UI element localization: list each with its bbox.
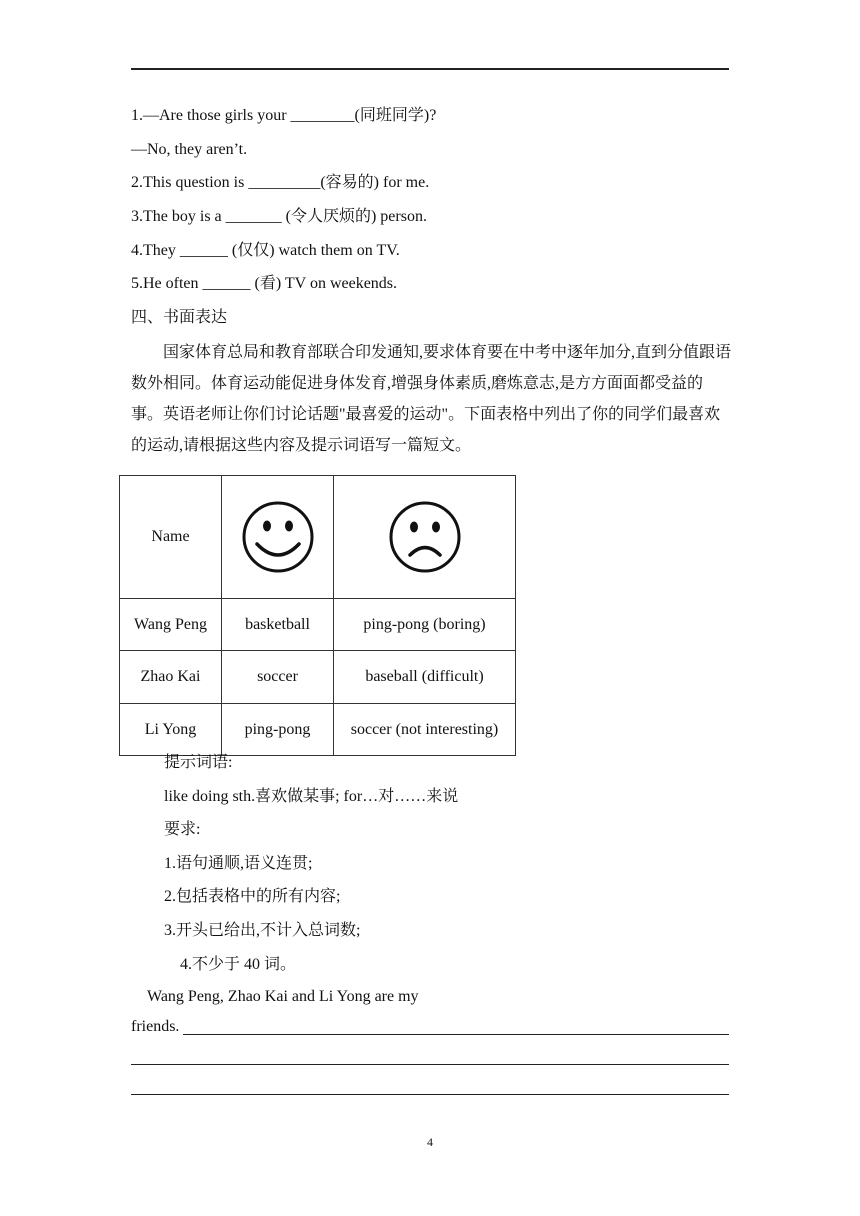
row-dislike: baseball (difficult) — [334, 651, 516, 704]
row-dislike: ping-pong (boring) — [334, 599, 516, 651]
requirement-item: 1.语句通顺,语义连贯; — [164, 855, 313, 872]
requirements-label: 要求: — [164, 821, 201, 838]
writing-prompt — [131, 337, 731, 461]
answer-line[interactable] — [131, 1064, 729, 1065]
row-like: basketball — [222, 599, 334, 651]
row-dislike: soccer (not interesting) — [334, 704, 516, 756]
section-title: 四、书面表达 — [131, 309, 228, 326]
writing-prompt-text: 国家体育总局和教育部联合印发通知,要求体育要在中考中逐年加分,直到分值跟语数外相同。体育运动能促进身体发育,增强身体素质,磨炼意志,是方方面面都受益的事。英语老师让你们讨论话题"最喜爱的运动"。下面表格中列出了你的同学们最喜欢的运动,请根据这些内容及提示词语写一篇短文。 — [131, 344, 732, 454]
row-name: Zhao Kai — [120, 651, 222, 704]
row-name: Wang Peng — [120, 599, 222, 651]
row-like: soccer — [222, 651, 334, 704]
hints-label: 提示词语: — [164, 754, 233, 771]
header-like — [222, 476, 334, 599]
exercise-item-1-answer: —No, they aren’t. — [131, 141, 248, 158]
row-like: ping-pong — [222, 704, 334, 756]
answer-line[interactable] — [183, 1034, 729, 1035]
exercise-item-5: 5.He often ______ (看) TV on weekends. — [131, 275, 398, 292]
answer-line[interactable] — [131, 1094, 729, 1095]
header-name: Name — [120, 476, 222, 599]
header-dislike — [334, 476, 516, 599]
header-rule — [131, 68, 729, 70]
requirement-item: 2.包括表格中的所有内容; — [164, 888, 341, 905]
frown-face-icon — [388, 500, 462, 574]
table-row — [120, 651, 516, 704]
exercise-item-2: 2.This question is _________(容易的) for me. — [131, 174, 430, 191]
answer-start-line1: Wang Peng, Zhao Kai and Li Yong are my — [147, 988, 419, 1005]
sports-table — [119, 475, 516, 756]
smiley-face-icon — [241, 500, 315, 574]
requirement-item: 3.开头已给出,不计入总词数; — [164, 922, 361, 939]
table-header-row — [120, 476, 516, 599]
row-name: Li Yong — [120, 704, 222, 756]
exercise-item-1: 1.—Are those girls your ________(同班同学)? — [131, 107, 437, 124]
answer-start-line2: friends. — [131, 1018, 180, 1035]
table-row — [120, 704, 516, 756]
exercise-item-4: 4.They ______ (仅仅) watch them on TV. — [131, 242, 400, 259]
hints-words: like doing sth.喜欢做某事; for…对……来说 — [164, 788, 459, 805]
table-row — [120, 599, 516, 651]
page-number: 4 — [427, 1135, 433, 1149]
requirement-item: 4.不少于 40 词。 — [180, 956, 297, 973]
exercise-item-3: 3.The boy is a _______ (令人厌烦的) person. — [131, 208, 427, 225]
